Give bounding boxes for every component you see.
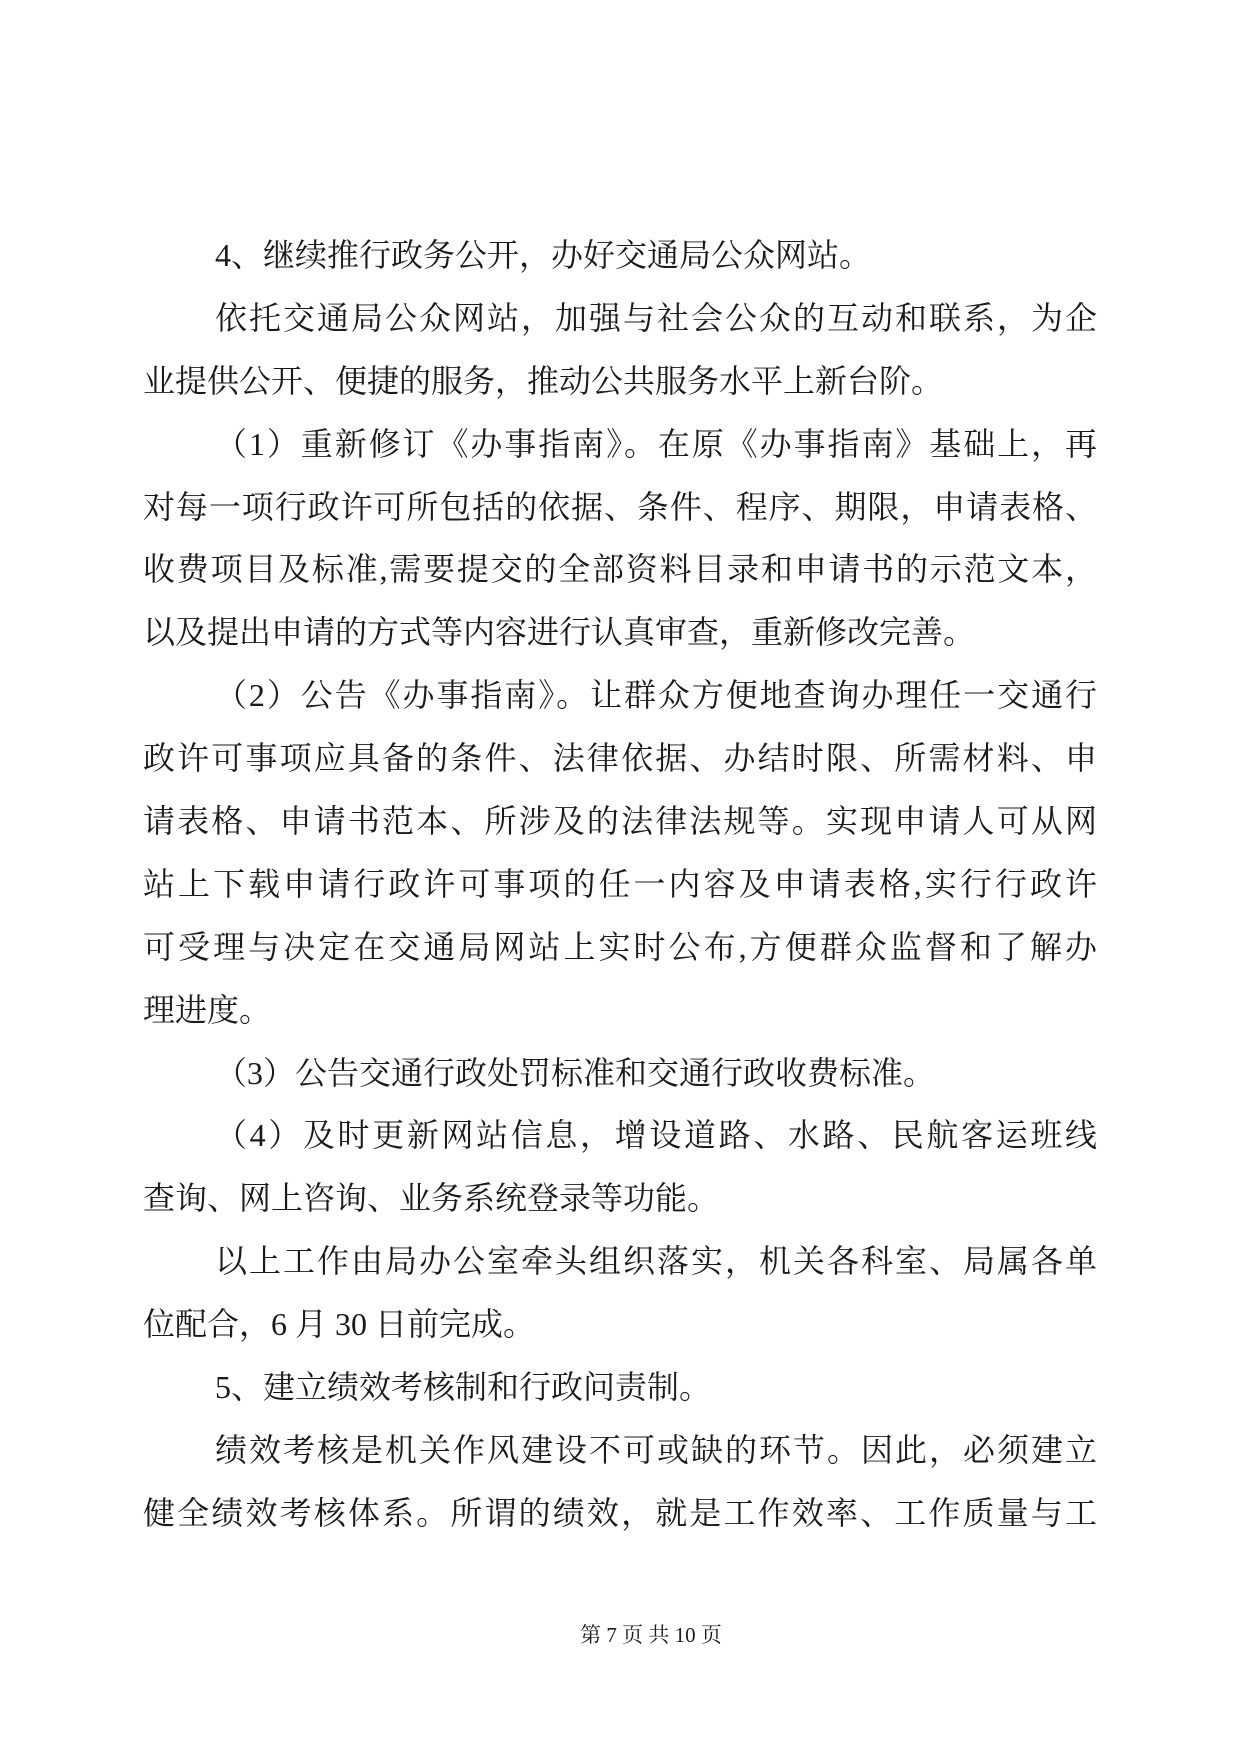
document-line: 依托交通局公众网站，加强与社会公众的互动和联系，为企 [215,299,1097,336]
document-line: 站上下载申请行政许可事项的任一内容及申请表格,实行行政许 [143,865,1097,902]
document-line: （2）公告《办事指南》。让群众方便地查询办理任一交通行 [215,677,1097,714]
document-line: （4）及时更新网站信息，增设道路、水路、民航客运班线 [215,1117,1097,1154]
document-line: （1）重新修订《办事指南》。在原《办事指南》基础上，再 [215,425,1097,462]
document-line: 以及提出申请的方式等内容进行认真审查，重新修改完善。 [143,614,976,651]
document-line: 理进度。 [143,991,272,1028]
document-line: 可受理与决定在交通局网站上实时公布,方便群众监督和了解办 [143,928,1097,965]
document-line: 业提供公开、便捷的服务，推动公共服务水平上新台阶。 [143,362,944,399]
document-line: 绩效考核是机关作风建设不可或缺的环节。因此，必须建立 [215,1431,1097,1468]
document-line: 健全绩效考核体系。所谓的绩效，就是工作效率、工作质量与工 [143,1494,1097,1531]
document-line: 5、建立绩效考核制和行政问责制。 [215,1369,712,1406]
document-line: 请表格、申请书范本、所涉及的法律法规等。实现申请人可从网 [143,803,1097,840]
document-line: 查询、网上咨询、业务系统登录等功能。 [143,1180,720,1217]
document-line: 位配合，6 月 30 日前完成。 [143,1306,536,1343]
document-body [143,224,1097,1545]
document-line: （3）公告交通行政处罚标准和交通行政收费标准。 [215,1054,936,1091]
document-line: 对每一项行政许可所包括的依据、条件、程序、期限，申请表格、 [143,488,1097,525]
document-line: 收费项目及标准,需要提交的全部资料目录和申请书的示范文本， [143,551,1097,588]
document-line: 4、继续推行政务公开，办好交通局公众网站。 [215,237,872,273]
document-line: 以上工作由局办公室牵头组织落实，机关各科室、局属各单 [215,1243,1097,1280]
page-number-footer: 第 7 页 共 10 页 [580,1623,722,1647]
document-line: 政许可事项应具备的条件、法律依据、办结时限、所需材料、申 [143,740,1097,777]
